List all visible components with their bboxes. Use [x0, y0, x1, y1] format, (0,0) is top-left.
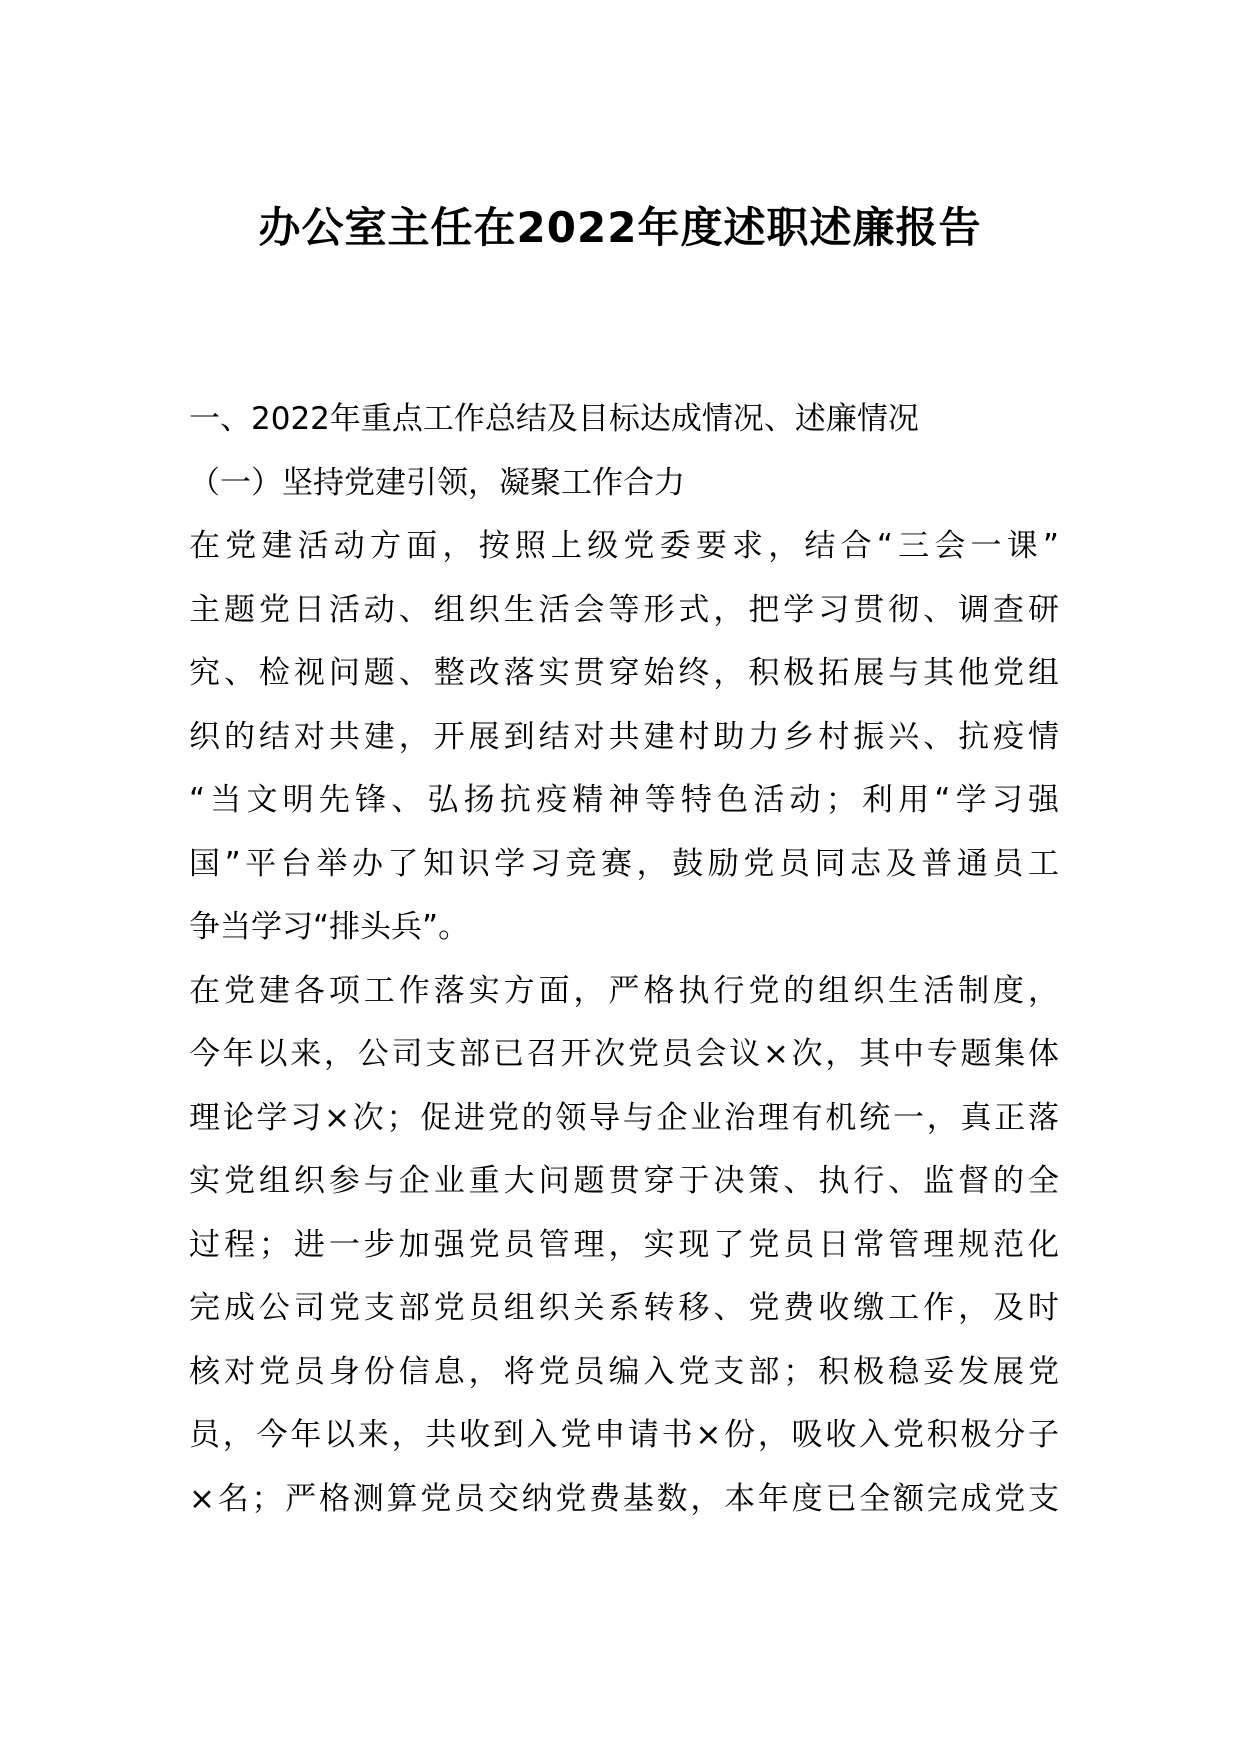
paragraph-line: 理论学习×次；促进党的领导与企业治理有机统一，真正落 — [189, 1099, 1059, 1136]
subsection-heading: （一）坚持党建引领，凝聚工作合力 — [189, 464, 685, 501]
paragraph-line: ×名；严格测算党员交纳党费基数，本年度已全额完成党支 — [189, 1480, 1059, 1517]
section-heading: 一、2022年重点工作总结及目标达成情况、述廉情况 — [189, 401, 919, 437]
paragraph-line: 国”平台举办了知识学习竞赛，鼓励党员同志及普通员工 — [189, 845, 1059, 882]
paragraph-line: 争当学习“排头兵”。 — [189, 909, 470, 945]
paragraph-line: 今年以来，公司支部已召开次党员会议×次，其中专题集体 — [189, 1036, 1059, 1072]
paragraph-line: 织的结对共建，开展到结对共建村助力乡村振兴、抗疫情 — [189, 718, 1059, 755]
document-body — [189, 388, 1059, 1531]
paragraph-line: 在党建各项工作落实方面，严格执行党的组织生活制度， — [189, 972, 1059, 1009]
paragraph-line: 究、检视问题、整改落实贯穿始终，积极拓展与其他党组 — [189, 655, 1059, 691]
paragraph-line: 主题党日活动、组织生活会等形式，把学习贯彻、调查研 — [189, 591, 1059, 628]
paragraph-line: 员，今年以来，共收到入党申请书×份，吸收入党积极分子 — [189, 1417, 1059, 1453]
paragraph-line: 在党建活动方面，按照上级党委要求，结合“三会一课” — [189, 528, 1059, 564]
paragraph-line: 过程；进一步加强党员管理，实现了党员日常管理规范化 — [189, 1226, 1059, 1263]
paragraph-party-activities — [189, 515, 1059, 960]
paragraph-line: 实党组织参与企业重大问题贯穿于决策、执行、监督的全 — [189, 1163, 1059, 1199]
document-title: 办公室主任在2022年度述职述廉报告 — [258, 203, 982, 252]
paragraph-party-work-implementation — [189, 960, 1059, 1532]
paragraph-line: 核对党员身份信息，将党员编入党支部；积极稳妥发展党 — [189, 1353, 1059, 1390]
paragraph-line: “当文明先锋、弘扬抗疫精神等特色活动；利用“学习强 — [189, 782, 1059, 818]
paragraph-line: 完成公司党支部党员组织关系转移、党费收缴工作，及时 — [189, 1290, 1059, 1326]
